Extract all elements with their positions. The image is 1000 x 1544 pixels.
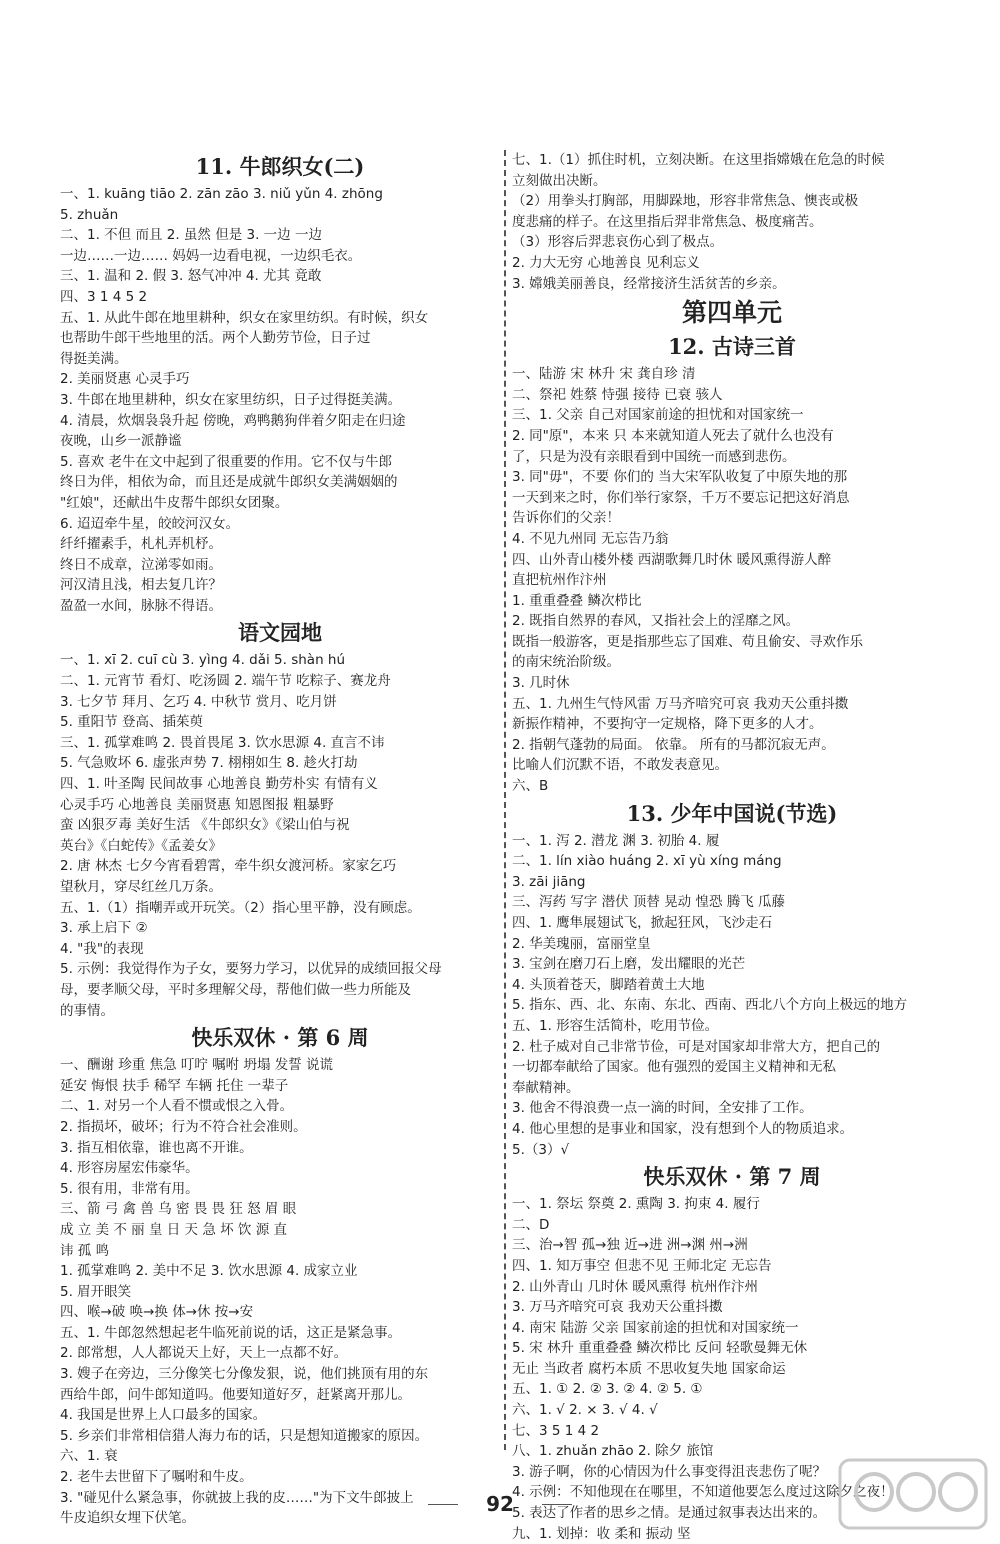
answer-line: 五、1. 从此牛郎在地里耕种，织女在家里纺织。有时候，织女 (60, 309, 429, 326)
answer-line: 六、B (512, 778, 549, 795)
answer-line: 3. 几时休 (512, 675, 570, 692)
answer-line: 一、1. xī 2. cuī cù 3. yìng 4. dǎi 5. shàn hú (60, 652, 346, 669)
left-column (60, 150, 500, 1529)
answer-line: 五、1.（1）指嘲弄或开玩笑。（2）指心里平静，没有顾虑。 (60, 899, 421, 916)
answer-line: 三、1. 孤掌难鸣 2. 畏首畏尾 3. 饮水思源 4. 直言不讳 (60, 734, 385, 751)
answer-line: 2. 美丽贤惠 心灵手巧 (60, 371, 190, 388)
answer-line: 2. 力大无穷 心地善良 见利忘义 (512, 254, 700, 271)
answer-line: 2. 山外青山 几时休 暖风熏得 杭州作汴州 (512, 1278, 759, 1295)
answer-line: 得挺美满。 (60, 350, 128, 367)
answer-line: 1. 孤掌难鸣 2. 美中不足 3. 饮水思源 4. 成家立业 (60, 1263, 358, 1280)
answer-line: 3. 同"毋"，不要 你们的 当大宋军队收复了中原失地的那 (512, 469, 848, 486)
answer-line: 一边……一边…… 妈妈一边看电视，一边织毛衣。 (60, 247, 362, 264)
right-column (512, 150, 952, 1544)
answer-line: 终日不成章，泣涕零如雨。 (60, 556, 222, 573)
answer-line: 英台》《白蛇传》《孟姜女》 (60, 837, 222, 854)
answer-line: 六、1. 衰 (60, 1448, 118, 1465)
week-6-answers (60, 1055, 500, 1529)
unit-title: 第四单元 (681, 298, 782, 328)
page-number-dash-left (428, 1504, 458, 1505)
answer-line: 4. "我"的表现 (60, 940, 144, 957)
answer-line: 立刻做出决断。 (512, 172, 607, 189)
answer-line: 3. 游子啊，你的心情因为什么事变得沮丧悲伤了呢？ (512, 1463, 827, 1480)
answer-line: 3. 宝剑在磨刀石上磨，发出耀眼的光芒 (512, 956, 746, 973)
page-number-dash-right (542, 1504, 572, 1505)
answer-line: 3. 七夕节 拜月、乞巧 4. 中秋节 赏月、吃月饼 (60, 693, 337, 710)
answer-line: 无止 当政者 腐朽本质 不思收复失地 国家命运 (512, 1360, 786, 1377)
answer-line: 也帮助牛郎干些地里的活。两个人勤劳节俭，日子过 (60, 330, 371, 347)
section-title-chinese-garden: 语文园地 (238, 620, 322, 646)
answer-line: 七、1.（1）抓住时机，立刻决断。在这里指嫦娥在危急的时候 (512, 152, 885, 168)
answer-line: 2. 唐 林杰 七夕今宵看碧霄，牵牛织女渡河桥。家家乞巧 (60, 858, 397, 875)
answer-line: 4. 南宋 陆游 父亲 国家前途的担忧和对国家统一 (512, 1319, 799, 1336)
answer-line: 五、1. 九州生气恃风雷 万马齐喑究可哀 我劝天公重抖擞 (512, 695, 849, 712)
answer-line: 5. 重阳节 登高、插茱萸 (60, 714, 203, 731)
answer-line: 2. 同"原"，本来 只 本来就知道人死去了就什么也没有 (512, 427, 834, 444)
answer-line: 三、治→智 孤→独 近→进 洲→渊 州→洲 (512, 1237, 748, 1254)
answer-line: 讳 孤 鸣 (60, 1242, 110, 1259)
answer-line: 5.（3）√ (512, 1141, 570, 1158)
answer-line: 二、1. 对另一个人看不惯或恨之入骨。 (60, 1098, 294, 1115)
answer-line: 五、1. 牛郎忽然想起老牛临死前说的话，这正是紧急事。 (60, 1324, 402, 1341)
answer-line: 三、泻药 写字 潜伏 顶替 晃动 惶恐 腾飞 瓜藤 (512, 894, 786, 911)
answer-line: 一天到来之时，你们举行家祭，千万不要忘记把这好消息 (512, 489, 850, 506)
answer-line: 1. 重重叠叠 鳞次栉比 (512, 592, 642, 609)
answer-line: 3. zāi jiāng (512, 873, 586, 890)
answer-line: 一、1. kuāng tiāo 2. zān zāo 3. niǔ yǔn 4. zhōng (60, 186, 383, 202)
answer-line: 牛皮追织女埋下伏笔。 (60, 1510, 195, 1527)
answer-line: 4. 头顶着苍天，脚踏着黄土大地 (512, 976, 705, 993)
answer-line: 的南宋统治阶级。 (512, 654, 620, 671)
answer-line: 5. 喜欢 老牛在文中起到了很重要的作用。它不仅与牛郎 (60, 453, 392, 470)
answer-line: （3）形容后羿悲哀伤心到了极点。 (512, 234, 724, 251)
answer-line: 二、1. 元宵节 看灯、吃汤圆 2. 端午节 吃粽子、赛龙舟 (60, 673, 391, 690)
section-title-lesson-11: 11. 牛郎织女(二) (195, 154, 365, 179)
answer-line: 新振作精神，不要拘守一定规格，降下更多的人才。 (512, 716, 823, 733)
answer-line: 4. 形容房屋宏伟豪华。 (60, 1160, 199, 1177)
answer-line: 5. 示例：我觉得作为子女，要努力学习，以优异的成绩回报父母 (60, 961, 442, 978)
answer-line: 2. 指朝气蓬勃的局面。 依靠。 所有的马都沉寂无声。 (512, 736, 835, 753)
answer-line: 纤纤擢素手，札札弄机杼。 (60, 536, 222, 553)
answer-line: 告诉你们的父亲！ (512, 510, 620, 527)
chinese-garden-answers (60, 650, 500, 1021)
answer-line: 2. 杜子威对自己非常节俭，可是对国家却非常大方，把自己的 (512, 1038, 881, 1055)
answer-line: 望秋月，穿尽红丝几万条。 (60, 879, 222, 895)
answer-line: 一、酬谢 珍重 焦急 叮咛 嘱咐 坍塌 发誓 说谎 (60, 1057, 334, 1074)
answer-line: 5. 表达了作者的思乡之情。是通过叙事表达出来的。 (512, 1505, 827, 1522)
answer-line: 5. 很有用，非常有用。 (60, 1180, 199, 1197)
answer-line: 八、1. zhuǎn zhāo 2. 除夕 旅馆 (512, 1443, 714, 1460)
answer-line: 2. 既指自然界的春风，又指社会上的淫靡之风。 (512, 613, 800, 630)
answer-line: 5. 宋 林升 重重叠叠 鳞次栉比 反问 轻歌曼舞无休 (512, 1340, 808, 1357)
answer-line: 四、3 1 4 5 2 (60, 288, 148, 305)
answer-line: 5. 眉开眼笑 (60, 1283, 132, 1300)
column-divider (504, 150, 506, 1450)
answer-line: 5. zhuǎn (60, 206, 119, 223)
answer-line: 5. 指东、西、北、东南、东北、西南、西北八个方向上极远的地方 (512, 997, 908, 1014)
answer-line: 3. 承上启下 ② (60, 920, 148, 937)
answer-line: 3. 指互相依靠，谁也离不开谁。 (60, 1139, 253, 1156)
answer-line: 奉献精神。 (512, 1079, 580, 1096)
answer-line: 一、陆游 宋 林升 宋 龚自珍 清 (512, 366, 696, 383)
watermark-logo (838, 1458, 988, 1530)
answer-line: 四、山外青山楼外楼 西湖歌舞几时休 暖风熏得游人醉 (512, 551, 832, 568)
answer-line: 心灵手巧 心地善良 美丽贤惠 知恩图报 粗暴野 (60, 796, 334, 813)
answer-line: 5. 乡亲们非常相信猎人海力布的话，只是想知道搬家的原因。 (60, 1427, 429, 1444)
answer-line: （2）用拳头打胸部，用脚跺地，形容非常焦急、懊丧或极 (512, 193, 859, 210)
answer-line: 成 立 美 不 丽 皇 日 天 急 坏 饮 源 直 (60, 1221, 287, 1238)
page-number: 92 (486, 1492, 514, 1516)
answer-line: 二、1. 不但 而且 2. 虽然 但是 3. 一边 一边 (60, 227, 322, 244)
answer-line: 3. "碰见什么紧急事，你就披上我的皮……"为下文牛郎披上 (60, 1489, 414, 1506)
answer-line: "红娘"，还献出牛皮帮牛郎织女团聚。 (60, 494, 289, 511)
answer-line: 延安 悔恨 扶手 稀罕 车辆 托住 一辈子 (60, 1077, 289, 1094)
answer-line: 2. 老牛去世留下了嘱咐和牛皮。 (60, 1469, 253, 1486)
answer-line: 3. 万马齐喑究可哀 我劝天公重抖擞 (512, 1299, 723, 1316)
answer-line: 五、1. ① 2. ② 3. ② 4. ② 5. ① (512, 1381, 703, 1398)
answer-line: 4. 他心里想的是事业和国家，没有想到个人的物质追求。 (512, 1120, 854, 1137)
answer-line: 3. 嫦娥美丽善良，经常接济生活贫苦的乡亲。 (512, 275, 786, 292)
answer-line: 四、1. 知万事空 但悲不见 王师北定 无忘告 (512, 1257, 772, 1274)
answer-line: 2. 华美瑰丽，富丽堂皇 (512, 935, 651, 952)
answer-line: 二、祭祀 姓蔡 恃强 接待 已衰 骇人 (512, 386, 723, 403)
answer-line: 比喻人们沉默不语，不敢发表意见。 (512, 757, 728, 774)
lesson-12-answers (512, 364, 952, 796)
continued-answers (512, 150, 952, 294)
answer-line: 九、1. 划掉：收 柔和 振动 坚 (512, 1525, 691, 1542)
answer-line: 夜晚，山乡一派静谧 (60, 433, 182, 450)
answer-line: 直把杭州作汴州 (512, 572, 607, 589)
lesson-13-answers (512, 831, 952, 1161)
section-title-week-7: 快乐双休 · 第 7 周 (643, 1164, 821, 1190)
answer-line: 4. 不见九州同 无忘告乃翁 (512, 530, 669, 547)
answer-line: 盈盈一水间，脉脉不得语。 (60, 597, 222, 614)
answer-line: 一、1. 祭坛 祭奠 2. 熏陶 3. 拘束 4. 履行 (512, 1196, 760, 1213)
answer-line: 四、喉→破 唤→换 体→休 按→安 (60, 1304, 254, 1321)
answer-line: 终日为伴，相依为命，而且还是成就牛郎织女美满姻姻的 (60, 474, 398, 491)
section-title-week-6: 快乐双休 · 第 6 周 (191, 1025, 369, 1051)
answer-line: 六、1. √ 2. × 3. √ 4. √ (512, 1402, 658, 1419)
section-title-lesson-12: 12. 古诗三首 (668, 334, 796, 360)
answer-line: 4. 清晨，炊烟袅袅升起 傍晚，鸡鸭鹅狗伴着夕阳走在归途 (60, 412, 406, 429)
answer-line: 度悲痛的样子。在这里指后羿非常焦急、极度痛苦。 (512, 213, 823, 230)
answer-line: 4. 我国是世界上人口最多的国家。 (60, 1407, 267, 1424)
lesson-11-answers (60, 184, 500, 616)
answer-line: 3. 嫂子在旁边，三分像笑七分像发狠，说，他们挑顶有用的东 (60, 1366, 429, 1383)
answer-line: 一、1. 泻 2. 潜龙 渊 3. 初胎 4. 履 (512, 832, 720, 849)
answer-line: 五、1. 形容生活简朴，吃用节俭。 (512, 1017, 719, 1034)
answer-line: 三、1. 温和 2. 假 3. 怒气冲冲 4. 尤其 竟敢 (60, 268, 322, 285)
answer-line: 5. 气急败坏 6. 虚张声势 7. 栩栩如生 8. 趁火打劫 (60, 755, 358, 772)
answer-line: 6. 迢迢牵牛星，皎皎河汉女。 (60, 515, 240, 532)
answer-line: 的事情。 (60, 1002, 114, 1019)
answer-line: 了，只是为没有亲眼看到中国统一而感到悲伤。 (512, 448, 796, 465)
answer-line: 四、1. 鹰隼展翅试飞，掀起狂风，飞沙走石 (512, 915, 773, 931)
answer-line: 三、箭 弓 禽 兽 乌 密 畏 畏 狂 怒 眉 眼 (60, 1201, 297, 1218)
answer-line: 七、3 5 1 4 2 (512, 1422, 600, 1439)
answer-line: 3. 牛郎在地里耕种，织女在家里纺织，日子过得挺美满。 (60, 391, 402, 408)
answer-line: 一切都奉献给了国家。他有强烈的爱国主义精神和无私 (512, 1059, 836, 1076)
answer-line: 4. 示例：不知他现在在哪里，不知道他要怎么度过这除夕之夜！ (512, 1484, 894, 1501)
answer-line: 二、1. lín xiào huáng 2. xī yù xíng máng (512, 853, 782, 870)
answer-line: 2. 郎常想，人人都说天上好，天上一点都不好。 (60, 1345, 348, 1362)
answer-line: 蛮 凶狠歹毒 美好生活 《牛郎织女》《梁山伯与祝 (60, 817, 350, 834)
answer-line: 四、1. 叶圣陶 民间故事 心地善良 勤劳朴实 有情有义 (60, 776, 378, 793)
answer-line: 三、1. 父亲 自己对国家前途的担忧和对国家统一 (512, 407, 804, 424)
answer-line: 二、D (512, 1216, 550, 1233)
answer-line: 母，要孝顺父母，平时多理解父母，帮他们做一些力所能及 (60, 981, 411, 998)
answer-line: 2. 指损坏，破坏；行为不符合社会准则。 (60, 1118, 307, 1135)
answer-line: 河汉清且浅，相去复几许？ (60, 577, 222, 594)
section-title-lesson-13: 13. 少年中国说(节选) (626, 800, 838, 826)
answer-line: 3. 他舍不得浪费一点一滴的时间，全安排了工作。 (512, 1100, 813, 1117)
answer-line: 既指一般游客，更是指那些忘了国难、苟且偷安、寻欢作乐 (512, 633, 863, 650)
answer-line: 西给牛郎，问牛郎知道吗。他要知道好歹，赶紧离开那儿。 (60, 1386, 411, 1403)
